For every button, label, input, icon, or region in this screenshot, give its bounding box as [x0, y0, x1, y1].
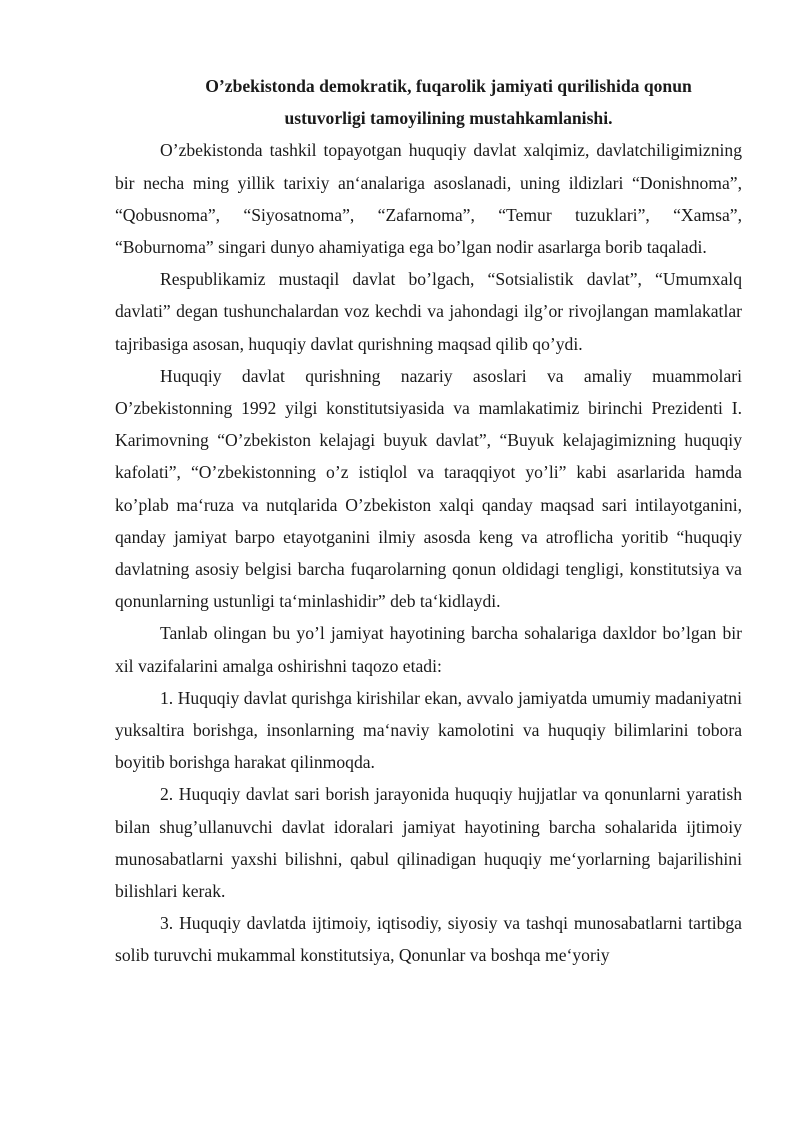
paragraph-4: Tanlab olingan bu yo’l jamiyat hayotining barcha sohalariga daxldor bo’lgan bir xil vazifalarini amalga oshirishni taqozo etadi:: [115, 623, 742, 676]
list-item-1: 1. Huquqiy davlat qurishga kirishilar ekan, avvalo jamiyatda umumiy madaniyatni yuksaltira borishga, insonlarning ma‘naviy kamolotini va huquqiy bilimlarini tobora boyitib borishga harakat qilinmoqda.: [115, 687, 742, 773]
title-line-1: O’zbekistonda demokratik, fuqarolik jamiyati qurilishida qonun: [205, 76, 692, 96]
title-line-2: ustuvorligi tamoyilining mustahkamlanishi.: [284, 108, 613, 129]
document-title: [115, 70, 742, 134]
document-page: [115, 70, 742, 972]
paragraph-1: O’zbekistonda tashkil topayotgan huquqiy davlat xalqimiz, davlatchiligimizning bir necha ming yillik tarixiy an‘analariga asoslanadi, uning ildizlari “Donishnoma”, “Qobusnoma”, “Siyosatnoma”, “Zafarnoma”, “Temur tuzuklari”, “Xamsa”, “Boburnoma” singari dunyo ahamiyatiga ega bo’lgan nodir asarlarga borib taqaladi.: [115, 140, 742, 258]
list-item-3: 3. Huquqiy davlatda ijtimoiy, iqtisodiy, siyosiy va tashqi munosabatlarni tartibga solib turuvchi mukammal konstitutsiya, Qonunlar va boshqa me‘yoriy: [115, 913, 742, 966]
paragraph-3: Huquqiy davlat qurishning nazariy asoslari va amaliy muammolari O’zbekistonning 1992 yilgi konstitutsiyasida va mamlakatimiz birinchi Prezidenti I. Karimovning “O’zbekiston kelajagi buyuk davlat”, “Buyuk kelajagimizning huquqiy kafolati”, “O’zbekistonning o’z istiqlol va taraqqiyot yo’li” kabi asarlarida hamda ko’plab ma‘ruza va nutqlarida O’zbekiston xalqi qanday maqsad sari intilayotganini, qanday jamiyat barpo etayotganini ilmiy asosda keng va atroflicha yoritib “huquqiy davlatning asosiy belgisi barcha fuqarolarning qonun oldidagi tengligi, konstitutsiya va qonunlarning ustunligi ta‘minlashidir” deb ta‘kidlaydi.: [115, 365, 742, 612]
list-item-2: 2. Huquqiy davlat sari borish jarayonida huquqiy hujjatlar va qonunlarni yaratish bilan shug’ullanuvchi davlat idoralari jamiyat hayotining barcha sohalarida ijtimoiy munosabatlarni yaxshi bilishni, qabul qilinadigan huquqiy me‘yorlarning bajarilishini bilishlari kerak.: [115, 784, 742, 902]
paragraph-2: Respublikamiz mustaqil davlat bo’lgach, “Sotsialistik davlat”, “Umumxalq davlati” degan tushunchalardan voz kechdi va jahondagi ilg’or rivojlangan mamlakatlar tajribasiga asosan, huquqiy davlat qurishning maqsad qilib qo’ydi.: [115, 269, 742, 354]
